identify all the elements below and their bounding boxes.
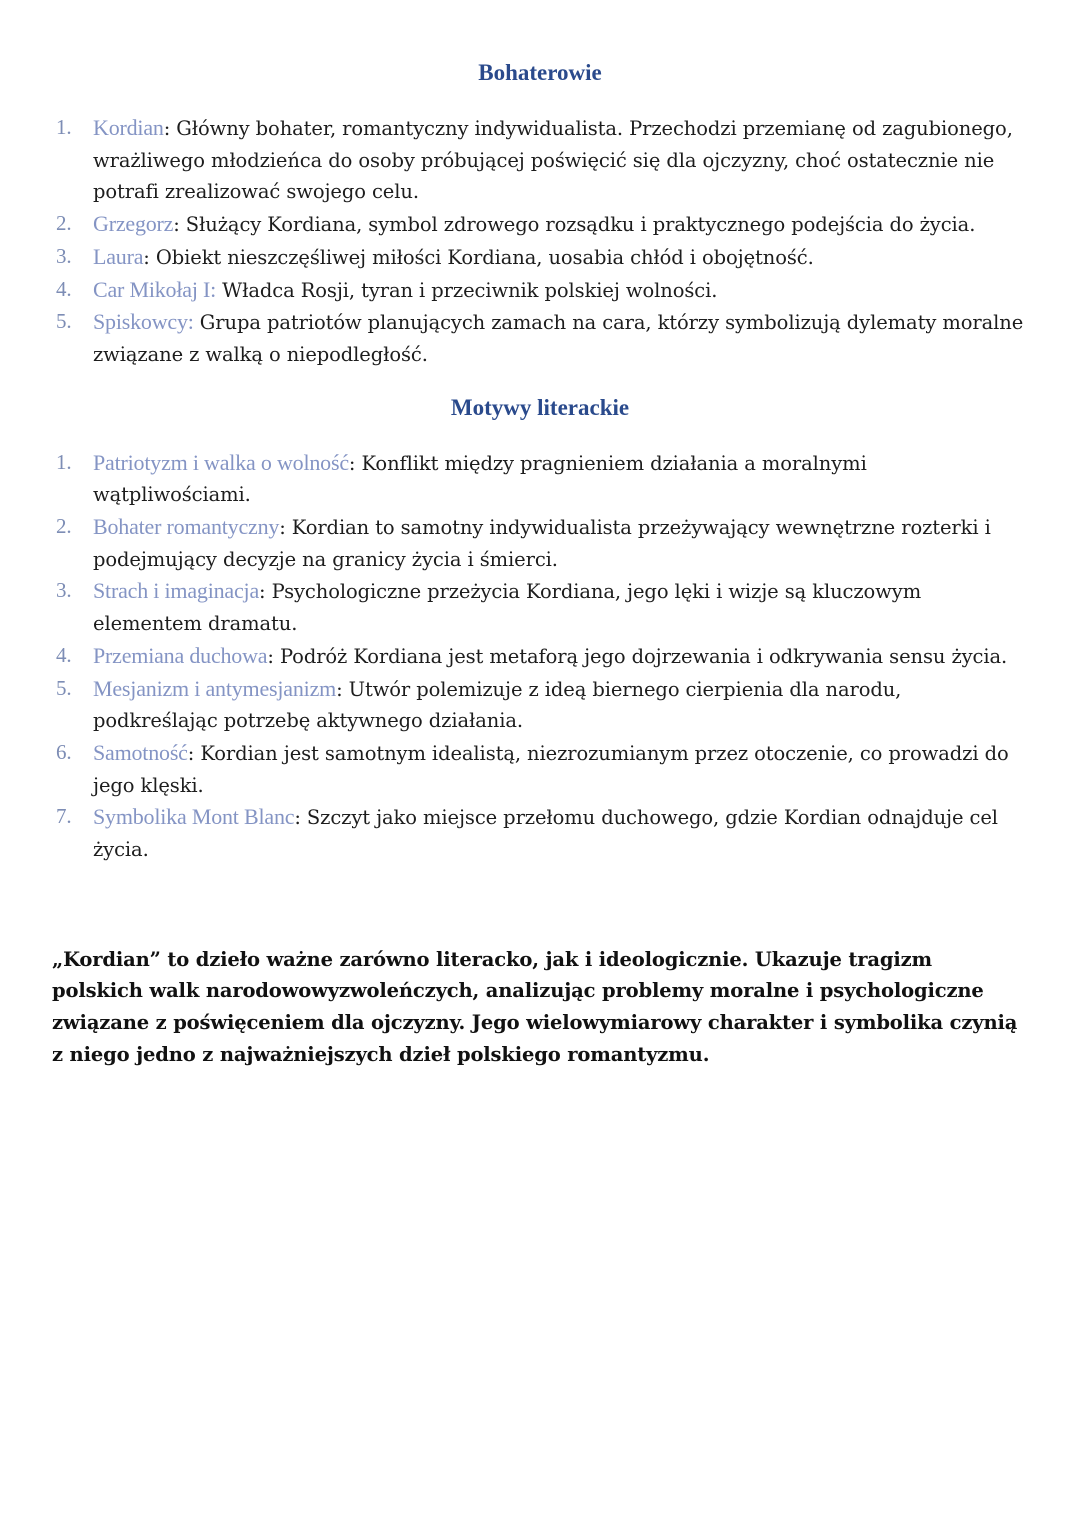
term-label: Patriotyzm i walka o wolność	[93, 449, 349, 475]
item-description: Władca Rosji, tyran i przeciwnik polskiej wolności.	[216, 278, 718, 302]
term-label: Car Mikołaj I:	[93, 276, 217, 302]
list-number: 4.	[56, 276, 72, 301]
list-number: 5.	[56, 675, 72, 700]
list-number: 5.	[56, 309, 72, 334]
list-item-strach-i-imaginacja	[52, 575, 1028, 639]
list-number: 1.	[56, 449, 72, 474]
term-label: Kordian	[93, 115, 164, 140]
item-description: : Służący Kordiana, symbol zdrowego rozsądku i praktycznego podejścia do życia.	[173, 213, 976, 237]
list-number: 4.	[56, 642, 72, 667]
item-description: : Kordian jest samotnym idealistą, niezrozumianym przez otoczenie, co prowadzi do jego klęski.	[93, 741, 1009, 797]
heading-motywy-literackie: Motywy literackie	[450, 394, 630, 420]
list-number: 1.	[56, 115, 72, 139]
term-label: Strach i imaginacja	[93, 578, 260, 604]
list-number: 3.	[56, 243, 72, 268]
term-label: Spiskowcy:	[93, 309, 194, 335]
list-item-laura	[52, 241, 1028, 274]
item-description: : Podróż Kordiana jest metaforą jego dojrzewania i odkrywania sensu życia.	[267, 644, 1008, 668]
summary-paragraph: „Kordian” to dzieło ważne zarówno literacko, jak i ideologicznie. Ukazuje tragizm polskich walk narodowowyzwoleńczych, analizując problemy moralne i psychologiczne związane z poświęceniem dla ojczyzny. Jego wielowymiarowy charakter i symbolika czynią z niego jedno z najważniejszych dzieł polskiego romantyzmu.	[52, 947, 1018, 1066]
list-number: 7.	[56, 804, 72, 829]
list-item-mesjanizm	[52, 673, 1028, 737]
item-description: : Konflikt między pragnieniem działania a moralnymi wątpliwościami.	[93, 451, 867, 507]
heading-bohaterowie: Bohaterowie	[478, 60, 602, 85]
term-label: Bohater romantyczny	[93, 514, 280, 540]
list-item-spiskowcy	[52, 306, 1028, 370]
list-item-symbolika-mont-blanc	[52, 801, 1028, 865]
list-number: 2.	[56, 514, 72, 539]
motywy-list	[52, 447, 1028, 866]
item-description: : Obiekt nieszczęśliwej miłości Kordiana, uosabia chłód i obojętność.	[143, 245, 814, 269]
list-number: 6.	[56, 739, 72, 764]
bohaterowie-list	[52, 112, 1028, 371]
list-number: 2.	[56, 211, 72, 236]
item-description: : Szczyt jako miejsce przełomu duchowego, gdzie Kordian odnajduje cel życia.	[93, 806, 998, 862]
term-label: Przemiana duchowa	[93, 642, 268, 668]
item-description: Grupa patriotów planujących zamach na cara, którzy symbolizują dylematy moralne związane z walką o niepodległość.	[93, 311, 1024, 366]
term-label: Samotność	[93, 739, 188, 765]
term-label: Laura	[93, 243, 144, 269]
item-description: : Kordian to samotny indywidualista przeżywający wewnętrzne rozterki i podejmujący decyzje na granicy życia i śmierci.	[93, 516, 991, 571]
list-item-grzegorz	[52, 208, 1028, 241]
list-item-kordian	[52, 112, 1028, 208]
list-item-car-mikolaj	[52, 274, 1028, 307]
list-item-przemiana-duchowa	[52, 640, 1028, 673]
list-item-bohater-romantyczny	[52, 511, 1028, 575]
item-description: : Psychologiczne przeżycia Kordiana, jego lęki i wizje są kluczowym elementem dramatu.	[93, 580, 922, 636]
list-item-patriotyzm	[52, 447, 1028, 511]
term-label: Symbolika Mont Blanc	[93, 804, 295, 830]
term-label: Mesjanizm i antymesjanizm	[93, 675, 337, 701]
list-number: 3.	[56, 578, 72, 603]
item-description: : Utwór polemizuje z ideą biernego cierpienia dla narodu, podkreślając potrzebę aktywnego działania.	[93, 677, 902, 733]
list-item-samotnosc	[52, 737, 1028, 801]
item-description: : Główny bohater, romantyczny indywidualista. Przechodzi przemianę od zagubionego, wrażliwego młodzieńca do osoby próbującej poświęcić się dla ojczyzny, choć ostatecznie nie potrafi zrealizować swojego celu.	[93, 117, 1013, 204]
term-label: Grzegorz	[93, 211, 174, 237]
